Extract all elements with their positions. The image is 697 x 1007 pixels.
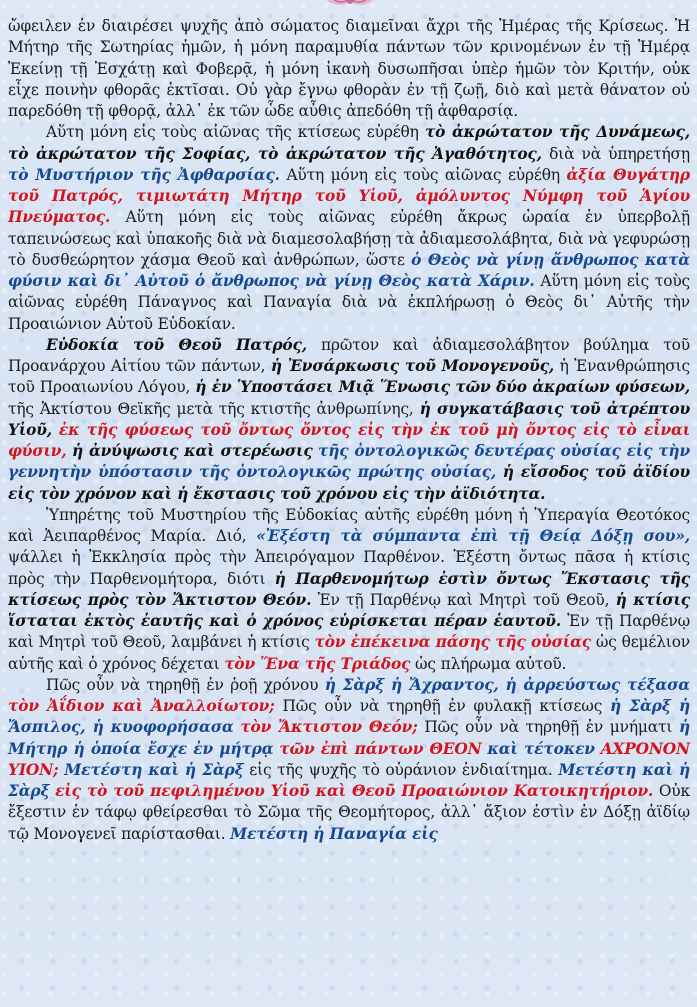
text-span: Οὐκ ἔξεστιν ἐν τάφῳ φθείρεσθαι τὸ Σῶμα τῆς Θεομήτορος, ἀλλ᾽ ἄξιον ἐστὶν ἐν Δόξῃ ἀϊδίῳ τῷ Μονογενεῖ παρίστασθαι. (8, 782, 690, 843)
text-span: Πῶς οὖν νὰ τηρηθῇ ἐν φυλακῇ κτίσεως (274, 697, 610, 715)
text-span (52, 421, 59, 439)
emphasis-span: ἡ εἴσοδος τοῦ ἀϊδίου εἰς τὸν χρόνον καὶ ἡ ἔκστασις τοῦ χρόνου εἰς τὴν ἀϊδιότητα. (8, 463, 690, 503)
paragraph-4 (8, 505, 690, 675)
text-span: ψάλλει ἡ Ἐκκλησία πρὸς τὴν Ἀπειρόγαμον Παρθένον. Ἐξέστη ὄντως πᾶσα ἡ κτίσις πρὸς τὴν Παρθενομήτορα, διότι (8, 548, 690, 588)
emphasis-span: τῶν ἐπὶ πάντων ΘΕΟΝ (279, 739, 482, 758)
emphasis-span: τὸν Ἕνα τῆς Τριάδος (224, 654, 411, 673)
emphasis-span: ἀξία Θυγάτηρ τοῦ Πατρός, τιμιωτάτη Μήτηρ τοῦ Υἱοῦ, ἀμόλυντος Νύμφη τοῦ Ἁγίου Πνεύματος. (8, 165, 690, 227)
emphasis-span: «Ἐξέστη τὰ σύμπαντα ἐπὶ τῇ Θείᾳ Δόξῃ σου», (256, 527, 690, 545)
text-span: ὡς θεμέλιον αὐτῆς καὶ ὁ χρόνος δέχεται (8, 633, 691, 673)
paragraph-5 (8, 675, 690, 845)
emphasis-span: ἡ Μήτηρ ἡ ὁποία ἔσχε ἐν μήτρᾳ (8, 718, 690, 758)
text-span: εἰς τῆς ψυχῆς τὸ οὐράνιον ἐνδιαίτημα. (243, 760, 559, 779)
emphasis-span: ἡ Παρθενομήτωρ ἐστὶν ὄντως Ἔκστασις τῆς κτίσεως πρὸς τὸν Ἄκτιστον Θεόν. (8, 569, 690, 609)
emphasis-span: τὸν ἐπέκεινα πάσης τῆς οὐσίας (314, 633, 592, 652)
text-span: ὤφειλεν ἐν διαιρέσει ψυχῆς ἀπὸ σώματος διαμεῖναι ἄχρι τῆς Ἡμέρας τῆς Κρίσεως. Ἡ Μήτηρ τῆς Σωτηρίας ἡμῶν, ἡ μόνη παραμυθία πάντων τῶν κρινομένων ἐν τῇ Ἡμέρᾳ Ἐκείνῃ τῇ Ἐσχάτῃ καὶ Φοβερᾷ, ἡ μόνη ἱκανὴ δυσωπῆσαι ὑπὲρ ἡμῶν τὸν Κριτήν, οὐκ εἶχε ποινὴν φθορᾶς ἐκτῖσαι. Οὐ γὰρ ἔγνω φθορὰν ἐν τῇ ζωῇ, διὸ καὶ μετὰ θάνατον οὐ παρεδόθη τῇ φθορᾷ, ἀλλ᾽ ἐκ τῶν ὧδε αὖθις ἀπεδόθη τῇ ἀφθαρσίᾳ. (8, 17, 690, 120)
emphasis-span: ἡ ἀνύψωσις καὶ στερέωσις (72, 442, 313, 460)
emphasis-span: ἡ κτίσις ἵσταται ἐκτὸς ἑαυτῆς καὶ ὁ χρόνος εὑρίσκεται πέραν ἑαυτοῦ. (8, 590, 691, 630)
emphasis-span: Μετέστη καὶ ἡ Σὰρξ (64, 760, 244, 779)
emphasis-span: εἰς τὸ τοῦ πεφιλημένου Υἱοῦ καὶ Θεοῦ Προαιώνιον Κατοικητήριον. (55, 782, 654, 800)
emphasis-span: τὸ Μυστήριον τῆς Ἀφθαρσίας. (8, 165, 280, 184)
emphasis-span: Μετέστη ἡ Παναγία εἰς (230, 824, 438, 843)
text-span: Ὑπηρέτης τοῦ Μυστηρίου τῆς Εὐδοκίας αὐτῆς εὑρέθη μόνη ἡ Ὑπεραγία Θεοτόκος καὶ Ἀειπαρθένος Μαρία. Διό, (8, 505, 690, 545)
paragraph-3 (8, 335, 690, 505)
emphasis-span: ἡ ἐν Ὑποστάσει Μιᾷ Ἕνωσις τῶν δύο ἀκραίων φύσεων, (195, 378, 690, 397)
emphasis-span: τὸν Ἄκτιστον Θεόν; (240, 718, 418, 737)
emphasis-span: ΑΧΡΟΝΟΝ ΥΙΟΝ; (8, 739, 690, 779)
text-span: Πῶς οὖν νὰ τηρηθῇ ἐν μνήματι (417, 718, 679, 737)
emphasis-span: ὁ Θεὸς νὰ γίνῃ ἄνθρωπος κατὰ φύσιν καὶ δι᾽ Αὐτοῦ ὁ ἄνθρωπος νὰ γίνῃ Θεὸς κατὰ Χάριν. (8, 250, 690, 290)
text-span: Αὕτη μόνη εἰς τοὺς αἰῶνας τῆς κτίσεως εὑρέθη (46, 123, 425, 142)
emphasis-span: τὸν Ἀΐδιον καὶ Ἀναλλοίωτον; (8, 697, 275, 715)
emphasis-span: ἐκ τῆς φύσεως τοῦ ὄντως ὄντος εἰς τὴν ἐκ τοῦ μὴ ὄντος εἰς τὸ εἶναι φύσιν, (8, 420, 690, 460)
emphasis-span: ἡ Σὰρξ ἡ Ἄσπιλος, ἡ κυοφορήσασα (8, 697, 690, 737)
text-span: ἡ Ἐνανθρώπησις τοῦ Προαιωνίου Λόγου, (8, 357, 690, 397)
text-span: Ἐν τῇ Παρθένῳ καὶ Μητρὶ τοῦ Θεοῦ, λαμβάνει ἡ κτίσις (8, 612, 690, 652)
text-span: Αὕτη μόνη εἰς τοὺς αἰῶνας εὑρέθη Πάναγνος καὶ Παναγία διὰ νὰ ἐκπλήρωσῃ ὁ Θεὸς δι᾽ Αὐτῆς τὴν Προαιώνιον Αὐτοῦ Εὐδοκίαν. (8, 272, 691, 333)
text-span: ὡς πλήρωμα αὐτοῦ. (410, 654, 567, 673)
emphasis-span: ἡ Σὰρξ ἡ Ἄχραντος, ἡ ἀρρεύστως τέξασα (324, 675, 691, 694)
emphasis-span: ἡ Ἐνσάρκωσις τοῦ Μονογενοῦς, (270, 357, 555, 375)
decorative-ornament-icon (318, 0, 382, 12)
paragraph-2 (8, 122, 690, 335)
text-span: Αὕτη μόνη εἰς τοὺς αἰῶνας εὑρέθη ἄκρως ὡραία ἐν ὑπερβολῇ ταπεινώσεως καὶ ὑπακοῆς διὰ νὰ διαμεσολαβήσῃ τὰ ἀδιαμεσολάβητα, διὰ νὰ γεφυρώσῃ τὸ δυσθεώρητον χάσμα Θεοῦ καὶ ἀνθρώπων, ὥστε (8, 208, 690, 269)
text-span: διὰ νὰ ὑπηρετήσῃ (541, 144, 690, 163)
article-text (8, 16, 690, 845)
text-span: Ἐν τῇ Παρθένῳ καὶ Μητρὶ τοῦ Θεοῦ, (311, 590, 616, 609)
emphasis-span: Μετέστη καὶ ἡ Σὰρξ (8, 760, 690, 800)
emphasis-span: τὸ ἀκρώτατον τῆς Δυνάμεως, τὸ ἀκρώτατον τῆς Σοφίας, τὸ ἀκρώτατον τῆς Ἀγαθότητος, (8, 123, 690, 163)
text-span: τῆς Ἀκτίστου Θεϊκῆς μετὰ τῆς κτιστῆς ἀνθρωπίνης, (8, 399, 420, 418)
emphasis-span: Εὐδοκία τοῦ Θεοῦ Πατρός, (46, 335, 307, 354)
emphasis-span: καὶ τέτοκεν (487, 739, 595, 758)
paragraph-1 (8, 16, 690, 122)
text-span: Αὕτη μόνη εἰς τοὺς αἰῶνας εὑρέθη (279, 165, 567, 184)
emphasis-span: τῆς ὀντολογικῶς δευτέρας οὐσίας εἰς τὴν γεννητὴν ὑπόστασιν τῆς ὀντολογικῶς πρώτης οὐσίας, (8, 442, 690, 482)
text-span: πρῶτον καὶ ἀδιαμεσολάβητον βούλημα τοῦ Προανάρχου Αἰτίου τῶν πάντων, (8, 335, 690, 375)
emphasis-span: ἡ συγκατάβασις τοῦ ἀτρέπτου Υἱοῦ, (8, 399, 690, 439)
text-span: Πῶς οὖν νὰ τηρηθῇ ἐν ῥοῇ χρόνου (46, 675, 325, 694)
